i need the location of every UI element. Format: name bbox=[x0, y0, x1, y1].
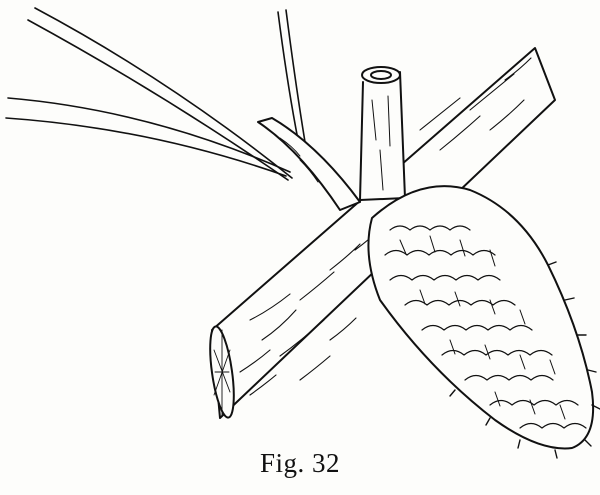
twig-stub bbox=[360, 67, 405, 200]
pine-cone bbox=[368, 186, 600, 458]
figure-caption: Fig. 32 bbox=[259, 448, 341, 478]
pine-needles bbox=[6, 8, 306, 180]
